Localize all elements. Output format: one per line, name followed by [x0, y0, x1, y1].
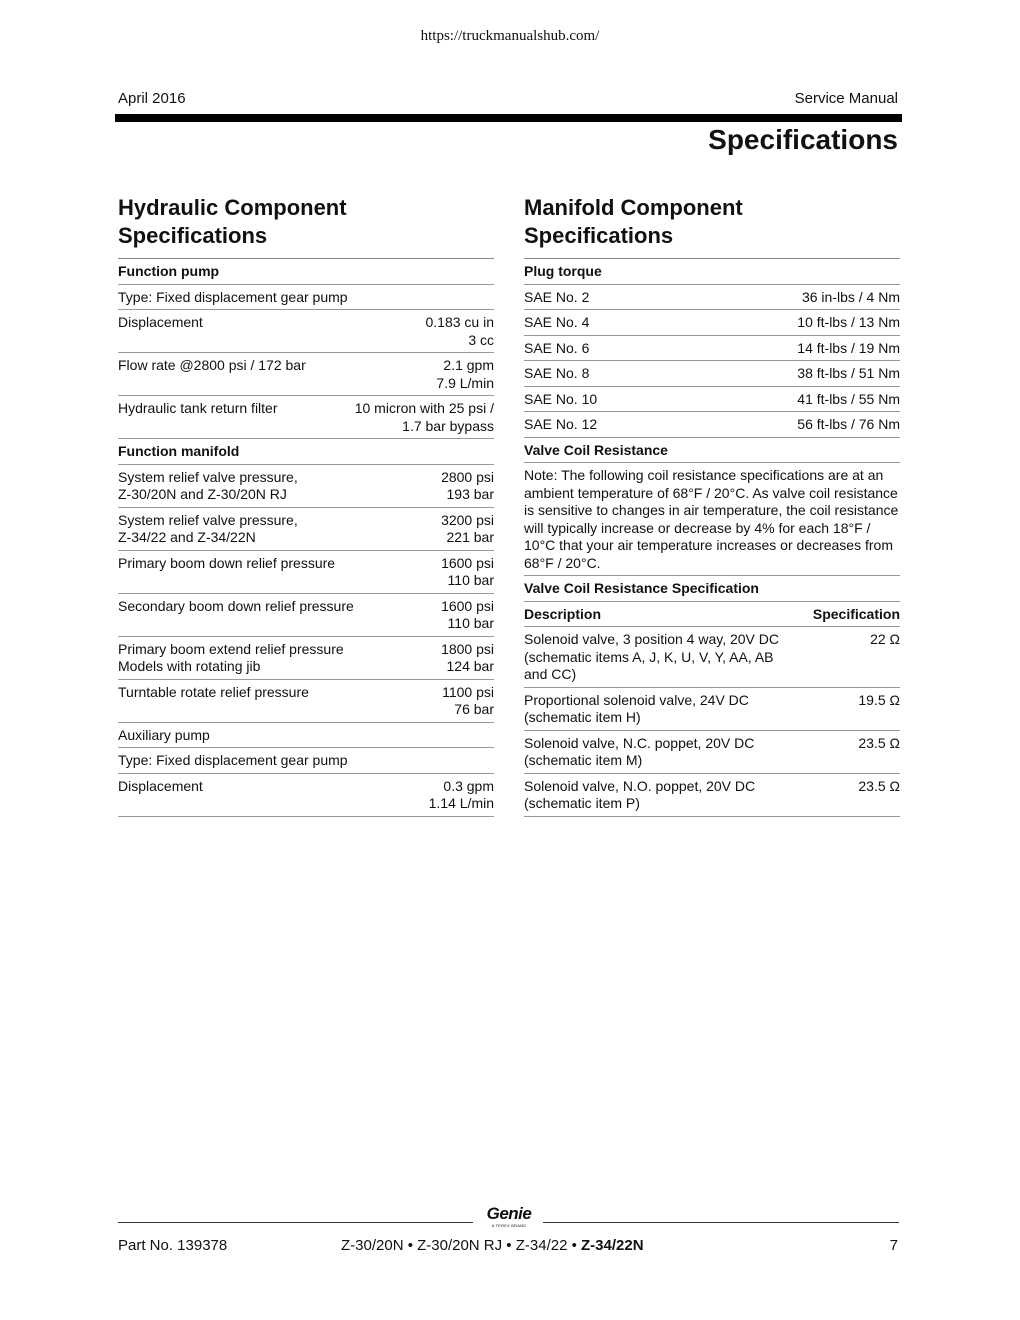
hydraulic-section-title	[118, 194, 494, 250]
table-row	[524, 285, 900, 311]
table-row	[524, 361, 900, 387]
row-value: 1800 psi 124 bar	[441, 640, 494, 674]
table-row	[524, 336, 900, 362]
row-value: 41 ft-lbs / 55 Nm	[797, 390, 900, 407]
row-label: SAE No. 12	[524, 416, 598, 432]
row-label: Proportional solenoid valve, 24V DC (schematic item H)	[524, 691, 749, 725]
row-label: Auxiliary pump	[118, 726, 210, 743]
table-row	[524, 310, 900, 336]
row-label: Function manifold	[118, 443, 240, 459]
row-label: SAE No. 8	[524, 365, 590, 381]
footer-models	[341, 1237, 644, 1254]
row-label: Hydraulic tank return filter	[118, 400, 278, 416]
row-value: 22 Ω	[870, 631, 900, 647]
hydraulic-title-line2: Specifications	[118, 223, 268, 248]
table-row	[118, 594, 494, 637]
table-header-row	[524, 259, 900, 285]
table-header-row	[118, 259, 494, 285]
table-header-row	[524, 438, 900, 464]
row-label: Solenoid valve, N.O. poppet, 20V DC (schematic item P)	[524, 777, 756, 811]
table-row	[524, 731, 900, 774]
manifold-spec-table	[524, 258, 900, 817]
manifold-section-title	[524, 194, 900, 250]
row-value: 23.5 Ω	[858, 734, 900, 751]
row-value: 14 ft-lbs / 19 Nm	[797, 339, 900, 356]
table-row	[118, 285, 494, 311]
header-doc-type: Service Manual	[794, 90, 898, 107]
row-label: Description	[524, 605, 602, 622]
table-row	[524, 412, 900, 438]
row-value: 2800 psi 193 bar	[441, 468, 494, 502]
row-label: SAE No. 10	[524, 390, 598, 407]
hydraulic-section	[118, 194, 494, 817]
table-row	[118, 551, 494, 594]
table-note-row	[524, 463, 900, 576]
row-label: SAE No. 2	[524, 288, 590, 305]
table-row	[118, 680, 494, 723]
header-date: April 2016	[118, 90, 186, 107]
row-value: 23.5 Ω	[858, 777, 900, 794]
row-value: 0.183 cu in 3 cc	[425, 314, 494, 348]
row-label: System relief valve pressure, Z-30/20N and Z-30/20N RJ	[118, 468, 298, 502]
row-label: Solenoid valve, 3 position 4 way, 20V DC (schematic items A, J, K, U, V, Y, AA, AB and CC)	[524, 631, 779, 682]
row-value: 0.3 gpm 1.14 L/min	[428, 777, 494, 811]
row-value: 1600 psi 110 bar	[441, 554, 494, 588]
row-value: 2.1 gpm 7.9 L/min	[436, 357, 494, 391]
row-value: 1100 psi 76 bar	[442, 683, 494, 717]
row-value: 10 micron with 25 psi / 1.7 bar bypass	[354, 400, 494, 434]
row-label: SAE No. 6	[524, 339, 590, 356]
manifold-title-line1: Manifold Component	[524, 195, 743, 220]
table-row	[118, 748, 494, 774]
footer-models-bold: Z-34/22N	[581, 1237, 644, 1254]
table-header-row	[118, 439, 494, 465]
row-label: Function pump	[118, 263, 220, 279]
row-value: Specification	[812, 605, 900, 622]
table-row	[118, 465, 494, 508]
header-rule	[115, 114, 902, 122]
hydraulic-spec-table	[118, 258, 494, 817]
table-row	[524, 387, 900, 413]
row-label: Type: Fixed displacement gear pump	[118, 288, 348, 305]
footer-rule-right	[543, 1222, 899, 1223]
row-value: 36 in-lbs / 4 Nm	[801, 288, 900, 305]
row-value: 10 ft-lbs / 13 Nm	[797, 314, 900, 330]
table-row	[118, 310, 494, 353]
source-url[interactable]: https://truckmanualshub.com/	[420, 28, 600, 44]
row-label: Plug torque	[524, 263, 602, 279]
row-label: Primary boom down relief pressure	[118, 554, 336, 571]
footer-part-number: Part No. 139378	[118, 1237, 228, 1254]
table-row	[524, 688, 900, 731]
row-label: Valve Coil Resistance	[524, 441, 668, 458]
footer-rule-left	[118, 1222, 473, 1223]
row-label: Turntable rotate relief pressure	[118, 683, 309, 700]
table-row	[524, 627, 900, 688]
footer-page-number: 7	[889, 1237, 898, 1254]
table-header-row	[524, 602, 900, 628]
genie-logo	[478, 1205, 540, 1231]
table-row	[524, 774, 900, 817]
row-label: Displacement	[118, 777, 203, 794]
logo-tagline: A TEREX BRAND	[491, 1223, 527, 1228]
row-label: Type: Fixed displacement gear pump	[118, 752, 348, 768]
row-label: Displacement	[118, 314, 203, 330]
row-label: SAE No. 4	[524, 314, 590, 330]
table-row	[118, 353, 494, 396]
row-label: Valve Coil Resistance Specification	[524, 580, 759, 596]
row-label: Flow rate @2800 psi / 172 bar	[118, 357, 306, 373]
row-label: System relief valve pressure, Z-34/22 and Z-34/22N	[118, 511, 298, 545]
row-value: 19.5 Ω	[858, 691, 900, 708]
row-value: 56 ft-lbs / 76 Nm	[797, 416, 900, 432]
hydraulic-title-line1: Hydraulic Component	[118, 195, 347, 220]
row-label: Solenoid valve, N.C. poppet, 20V DC (schematic item M)	[524, 734, 755, 768]
row-label: Note: The following coil resistance specifications are at an ambient temperature of 68°F / 20°C. As valve coil resistance is sensitive to changes in air temperature, the coil resistance will typically increase or decrease by 4% for each 18°F / 10°C that your air temperature increases or decreases from 68°F / 20°C.	[524, 467, 899, 571]
table-row	[118, 723, 494, 749]
row-value: 38 ft-lbs / 51 Nm	[797, 365, 900, 381]
manifold-title-line2: Specifications	[524, 223, 674, 248]
row-label: Secondary boom down relief pressure	[118, 597, 354, 614]
row-value: 1600 psi 110 bar	[441, 597, 494, 631]
table-row	[118, 396, 494, 439]
table-row	[118, 637, 494, 680]
manifold-section	[524, 194, 900, 817]
row-label: Primary boom extend relief pressure Models with rotating jib	[118, 640, 344, 674]
table-row	[118, 774, 494, 817]
logo-wordmark: Genie	[486, 1204, 532, 1223]
page-title: Specifications	[708, 124, 898, 155]
row-value: 3200 psi 221 bar	[441, 511, 494, 545]
table-row	[118, 508, 494, 551]
table-header-row	[524, 576, 900, 602]
footer-models-regular: Z-30/20N • Z-30/20N RJ • Z-34/22 •	[341, 1237, 582, 1254]
